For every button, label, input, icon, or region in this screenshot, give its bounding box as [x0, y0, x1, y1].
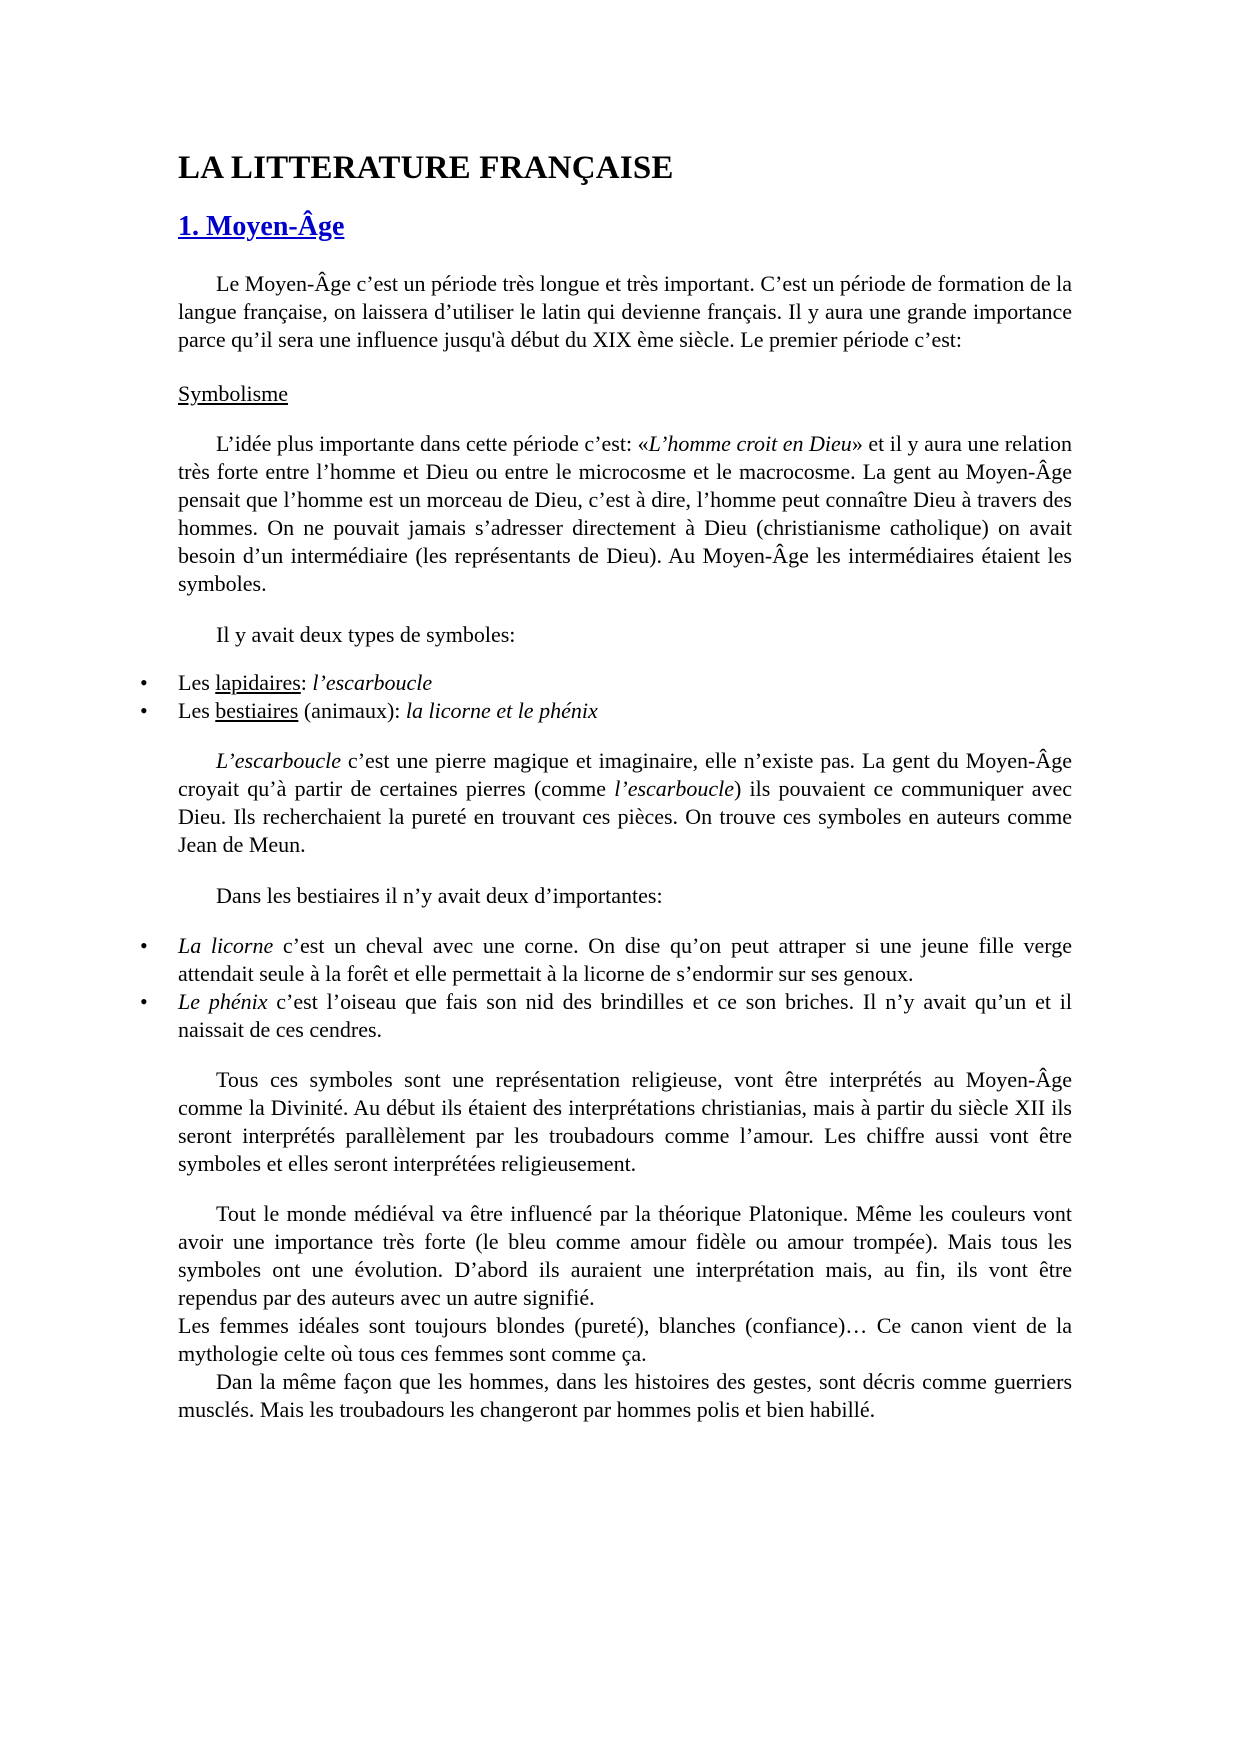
bullet-icon: •	[140, 670, 148, 695]
paragraph-femmes: Les femmes idéales sont toujours blondes (pureté), blanches (confiance)… Ce canon vient de la mythologie celte où tous ces femmes sont comme ça.	[178, 1313, 1072, 1366]
types-intro: Il y avait deux types de symboles:	[216, 622, 516, 647]
animal-text: c’est un cheval avec une corne. On dise qu’on peut attraper si une jeune fille verge attendait seule à la forêt et elle permettait à la licorne de s’endormir sur ses genoux.	[178, 933, 1072, 986]
symbolisme-quote: L’homme croit en Dieu	[648, 431, 852, 456]
bestiaires-intro: Dans les bestiaires il n’y avait deux d’importantes:	[216, 883, 663, 908]
document-page	[140, 150, 1073, 1424]
subheading-symbolisme	[178, 380, 1072, 408]
item-middle: (animaux):	[298, 698, 406, 723]
bullet-icon: •	[140, 933, 148, 958]
animal-name: Le phénix	[178, 989, 268, 1014]
item-middle: :	[300, 670, 313, 695]
escarboucle-paragraph	[178, 747, 1072, 859]
paragraph-hommes: Dan la même façon que les hommes, dans les histoires des gestes, sont décris comme guerriers musclés. Mais les troubadours les changeront par hommes polis et bien habillé.	[178, 1369, 1072, 1422]
item-term: lapidaires	[215, 670, 301, 695]
animal-name: La licorne	[178, 933, 274, 958]
symbolisme-before: L’idée plus importante dans cette période c’est: «	[216, 431, 649, 456]
intro-paragraph: Le Moyen-Âge c’est un période très longue et très important. C’est un période de formation de la langue française, on laissera d’utiliser le latin qui devienne français. Il y aura une grande importance parce qu’il sera une influence jusqu'à début du XIX ème siècle. Le premier période c’est:	[178, 271, 1072, 352]
animal-text: c’est l’oiseau que fais son nid des brindilles et ce son briches. Il n’y avait qu’un et il naissait de ces cendres.	[178, 989, 1072, 1042]
paragraph-platon: Tout le monde médiéval va être influencé par la théorique Platonique. Même les couleurs vont avoir une importance très forte (le bleu comme amour fidèle ou amour trompée). Mais tous les symboles ont une évolution. D’abord ils auraient une interprétation mais, au fin, ils vont être rependus par des auteurs avec un autre signifié.	[178, 1201, 1072, 1310]
escarboucle-part1: c’est une pierre magique et imaginaire, elle n’existe pas. La gent du Moyen-Âge croyait qu’à partir de certaines pierres (comme	[178, 748, 1072, 801]
escarboucle-part2: ) ils pouvaient ce communiquer avec Dieu. Ils recherchaient la pureté en trouvant ces pièces. On trouve ces symboles en auteurs comme Jean de Meun.	[178, 776, 1073, 857]
subheading-text: Symbolisme	[178, 381, 289, 406]
symbolisme-after: » et il y aura une relation très forte entre l’homme et Dieu ou entre le microcosme et le macrocosme. La gent au Moyen-Âge pensait que l’homme est un morceau de Dieu, c’est à dire, l’homme peut connaître Dieu à travers des hommes. On ne pouvait jamais s’adresser directement à Dieu (christianisme catholique) on avait besoin d’un intermédiaire (les représentants de Dieu). Au Moyen-Âge les intermédiaires étaient les symboles.	[178, 431, 1072, 596]
paragraph-symboles: Tous ces symboles sont une représentation religieuse, vont être interprétés au Moyen-Âge comme la Divinité. Au début ils étaient des interprétations christianias, mais à partir du siècle XII ils seront interprétés parallèlement par les troubadours comme l’amour. Les chiffre aussi vont être symboles et elles seront interprétées religieusement.	[178, 1067, 1072, 1176]
animals-list	[140, 932, 1072, 1044]
item-example: l’escarboucle	[312, 670, 433, 695]
bullet-icon: •	[140, 698, 148, 723]
escarboucle-term2: l’escarboucle	[614, 776, 734, 801]
list-item	[140, 697, 1072, 725]
item-prefix: Les	[178, 698, 216, 723]
page-title: LA LITTERATURE FRANÇAISE	[178, 150, 674, 186]
bullet-icon: •	[140, 989, 148, 1014]
list-item	[140, 932, 1072, 988]
section-heading	[178, 210, 1072, 244]
item-prefix: Les	[178, 670, 216, 695]
item-term: bestiaires	[215, 698, 299, 723]
escarboucle-term: L’escarboucle	[216, 748, 342, 773]
list-item	[140, 988, 1072, 1044]
symbol-types-list	[140, 669, 1072, 725]
item-example: la licorne et le phénix	[405, 698, 598, 723]
list-item	[140, 669, 1072, 697]
section-heading-link[interactable]: 1. Moyen-Âge	[178, 211, 345, 242]
symbolisme-paragraph	[178, 430, 1072, 598]
